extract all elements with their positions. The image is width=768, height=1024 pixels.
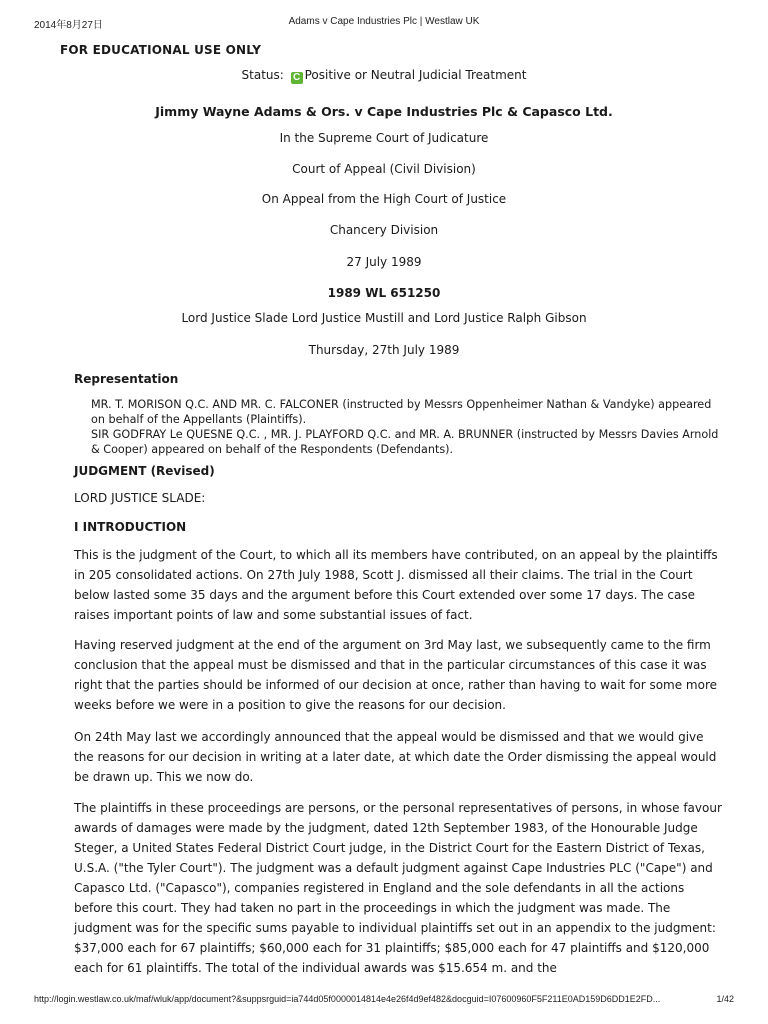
court-name: In the Supreme Court of Judicature (279, 131, 489, 145)
print-title: Adams v Cape Industries Plc | Westlaw UK (288, 16, 480, 27)
status-flag-icon[interactable]: C (291, 72, 303, 84)
page-number: 1/42 (716, 994, 734, 1004)
case-title: Jimmy Wayne Adams & Ors. v Cape Industries Plc & Capasco Ltd. (155, 104, 613, 119)
lower-division: Chancery Division (329, 223, 439, 237)
citation: 1989 WL 651250 (327, 286, 441, 300)
representation-heading: Representation (74, 372, 179, 386)
paragraph-4: The plaintiffs in these proceedings are persons, or the personal representatives of persons, in whose favour awards of damages were made by the judgment, dated 12th September 1983, of the Honourable Judge Steger, a United States Federal District Court judge, in the District Court for the Eastern District of Texas, U.S.A. ("the Tyler Court"). The judgment was a default judgment against Cape Industries PLC ("Cape") and Capasco Ltd. ("Capasco"), companies registered in England and the sole defendants in all the actions before this court. They had taken no part in the proceedings in which the judgment was made. The judgment was for the specific sums payable to individual plaintiffs set out in an appendix to the judgment: $37,000 each for 67 plaintiffs; $60,000 each for 31 plaintiffs; $85,000 each for 47 plaintiffs and $120,000 each for 61 plaintiffs. The total of the individual awards was $15.654 m. and the (74, 801, 722, 975)
print-header (0, 16, 768, 32)
court-division: Court of Appeal (Civil Division) (292, 162, 476, 176)
representation-block (91, 397, 721, 457)
hearing-date: Thursday, 27th July 1989 (308, 343, 460, 357)
paragraph-1: This is the judgment of the Court, to which all its members have contributed, on an appeal by the plaintiffs in 205 consolidated actions. On 27th July 1988, Scott J. dismissed all their claims. The trial in the Court below lasted some 35 days and the argument before this Court extended over some 17 days. The case raises important points of law and some substantial issues of fact. (74, 548, 718, 622)
paragraph-2: Having reserved judgment at the end of the argument on 3rd May last, we subsequently came to the firm conclusion that the appeal must be dismissed and that in the particular circumstances of this case it was right that the parties should be informed of our decision at once, rather than having to wait for some more weeks before we were in a position to give the reasons for our decision. (74, 638, 718, 712)
judgment-date: 27 July 1989 (346, 255, 422, 269)
representation-appellants: MR. T. MORISON Q.C. AND MR. C. FALCONER (instructed by Messrs Oppenheimer Nathan & Vandyke) appeared on behalf of the Appellants (Plaintiffs). (91, 398, 712, 426)
representation-respondents: SIR GODFRAY Le QUESNE Q.C. , MR. J. PLAYFORD Q.C. and MR. A. BRUNNER (instructed by Messrs Davies Arnold & Cooper) appeared on behalf of the Respondents (Defendants). (91, 428, 719, 456)
print-footer (0, 994, 768, 1010)
judgment-heading: JUDGMENT (Revised) (74, 464, 215, 478)
educational-use-notice: FOR EDUCATIONAL USE ONLY (60, 43, 262, 57)
speaker: LORD JUSTICE SLADE: (74, 491, 206, 505)
appeal-from: On Appeal from the High Court of Justice (261, 192, 507, 206)
paragraph-3: On 24th May last we accordingly announced that the appeal would be dismissed and that we would give the reasons for our decision in writing at a later date, at which date the Order dismissing the appeal would be drawn up. This we now do. (74, 730, 717, 784)
section-heading: I INTRODUCTION (74, 520, 187, 534)
status-label: Status: (241, 68, 284, 82)
status-line (0, 68, 768, 84)
document-url-link[interactable]: http://login.westlaw.co.uk/maf/wluk/app/document?&suppsrguid=ia744d05f0000014814e4e26f4d9ef482&docguid=I07600960F5F211E0AD159D6DD1E2FD... (34, 994, 661, 1004)
print-date: 2014年8月27日 (34, 20, 103, 31)
status-text: Positive or Neutral Judicial Treatment (304, 68, 527, 82)
judges: Lord Justice Slade Lord Justice Mustill and Lord Justice Ralph Gibson (181, 311, 587, 325)
